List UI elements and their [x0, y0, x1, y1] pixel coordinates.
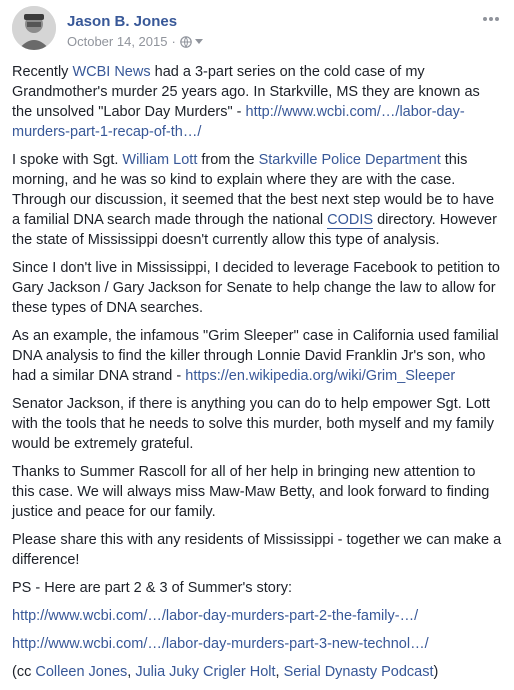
link-serial-dynasty-podcast[interactable]: Serial Dynasty Podcast: [283, 664, 434, 680]
link-codis[interactable]: CODIS: [327, 212, 374, 228]
link-grim-sleeper[interactable]: https://en.wikipedia.org/wiki/Grim_Sleeper: [185, 368, 456, 384]
text: from the: [197, 152, 259, 168]
post-meta: [67, 34, 203, 49]
avatar[interactable]: [12, 6, 56, 50]
paragraph-2: [12, 150, 502, 250]
link-julia-holt[interactable]: Julia Juky Crigler Holt: [135, 664, 276, 680]
text: (cc: [12, 664, 36, 680]
link-william-lott[interactable]: William Lott: [122, 152, 198, 168]
paragraph-5: Senator Jackson, if there is anything you can do to help empower Sgt. Lott with the tools that he needs to solve this murder, both myself and my family would be extremely grateful.: [12, 396, 494, 452]
link-colleen-jones[interactable]: Colleen Jones: [35, 664, 128, 680]
avatar-image: [12, 6, 56, 50]
paragraph-10: [12, 634, 502, 654]
author-name[interactable]: Jason B. Jones: [67, 13, 178, 30]
paragraph-1: [12, 62, 502, 142]
link-part-2[interactable]: http://www.wcbi.com/…/labor-day-murders-part-2-the-family-…/: [12, 608, 419, 624]
paragraph-3: Since I don't live in Mississippi, I decided to leverage Facebook to petition to Gary Jackson / Gary Jackson for Senate to help change the law to allow for these types of DNA searches.: [12, 260, 500, 316]
globe-icon[interactable]: [180, 36, 192, 48]
text: ,: [127, 664, 136, 680]
text: As an example, the infamous "Grim Sleeper" case in California used familial DNA analysis to find the killer through Lonnie David Franklin Jr's son, who had a similar DNA strand -: [12, 328, 499, 384]
text: this morning, and he was so kind to explain where they are with the case. Through our discussion, it seemed that the best next step would be to have a familial DNA search made through the national: [12, 152, 495, 228]
link-wcbi-news[interactable]: WCBI News: [72, 64, 151, 80]
link-part-1[interactable]: http://www.wcbi.com/…/labor-day-murders-part-1-recap-of-th…/: [12, 104, 465, 140]
paragraph-8: PS - Here are part 2 & 3 of Summer's story:: [12, 580, 292, 596]
more-options-icon[interactable]: [480, 12, 502, 26]
text: Recently: [12, 64, 73, 80]
link-starkville-police[interactable]: Starkville Police Department: [258, 152, 441, 168]
link-part-3[interactable]: http://www.wcbi.com/…/labor-day-murders-part-3-new-technol…/: [12, 636, 429, 652]
paragraph-9: [12, 606, 502, 626]
text: ): [433, 664, 439, 680]
paragraph-7: Please share this with any residents of Mississippi - together we can make a difference!: [12, 532, 502, 568]
meta-separator: ·: [171, 34, 176, 49]
chevron-down-icon[interactable]: [195, 39, 203, 45]
paragraph-4: [12, 326, 502, 386]
text: ,: [275, 664, 284, 680]
paragraph-6: Thanks to Summer Rascoll for all of her help in bringing new attention to this case. We will always miss Maw-Maw Betty, and look forward to finding justice and peace for our family.: [12, 464, 490, 520]
paragraph-11: [12, 662, 502, 682]
text: had a 3-part series on the cold case of my Grandmother's murder 25 years ago. In Starkville, MS they are known as the unsolved "Labor Day Murders" -: [12, 64, 480, 120]
post-header: [12, 6, 502, 52]
text: directory. However the state of Mississippi doesn't currently allow this type of analysis.: [12, 212, 497, 248]
post-body: [12, 62, 502, 690]
post-date[interactable]: October 14, 2015: [67, 34, 168, 49]
text: I spoke with Sgt.: [12, 152, 123, 168]
